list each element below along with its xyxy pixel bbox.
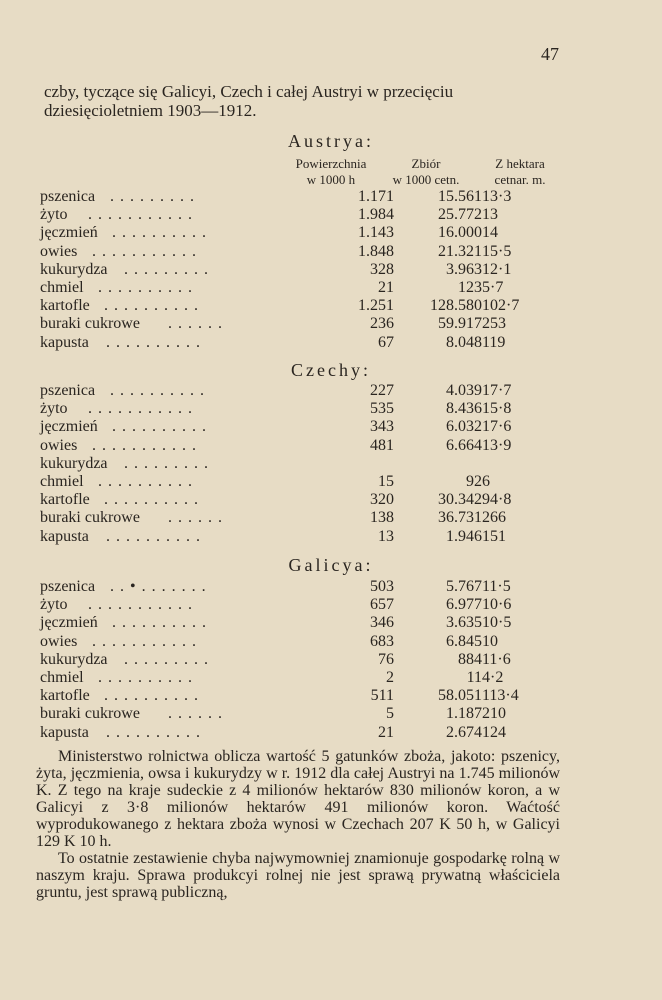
crop-name: jęczmień [40, 614, 98, 632]
yield-value: 12·1 [482, 260, 512, 278]
crop-value: 25.772 [438, 206, 482, 224]
yield-value: 10 [482, 632, 498, 650]
crop-name: kartofle [40, 297, 90, 315]
area-value: 67 [378, 333, 394, 351]
yield-value: 119 [482, 333, 506, 351]
dot-leader: . . . . . . . . . . [106, 527, 201, 545]
yield-value: 15·5 [482, 242, 512, 260]
dot-leader: . . . . . . . . . . [112, 224, 207, 242]
crop-name: kukurydza [40, 260, 108, 278]
dot-leader: . . . . . . . . . [124, 454, 209, 472]
dot-leader: . . . . . . . . . . [112, 614, 207, 632]
table-row [40, 206, 600, 224]
crop-value: 123 [458, 279, 482, 296]
crop-value: 92 [466, 473, 482, 490]
column-header-crop [380, 156, 472, 188]
crop-name: jęczmień [40, 224, 98, 242]
table-row [40, 473, 600, 491]
table-row [40, 687, 600, 705]
yield-value: 4·2 [482, 669, 504, 686]
yield-value: 10·5 [482, 614, 512, 632]
crop-value: 884 [458, 650, 482, 668]
crop-name: kapusta [40, 333, 89, 351]
dot-leader: . . . . . . . . . [110, 188, 195, 205]
yield-value: 210 [482, 705, 506, 723]
crop-value: 2.674 [446, 723, 482, 741]
crop-name: pszenica [40, 188, 96, 205]
yield-value: 10·6 [482, 596, 512, 614]
area-value: 13 [378, 527, 394, 545]
crop-name: kapusta [40, 723, 89, 741]
area-value: 2 [386, 669, 394, 686]
dot-leader: . . . . . . [168, 705, 223, 723]
crop-name: owies [40, 632, 78, 650]
area-value: 683 [370, 632, 394, 650]
crop-name: kukurydza [40, 454, 108, 472]
dot-leader: . . . . . . . . . . [104, 687, 199, 705]
area-value: 227 [370, 382, 394, 399]
column-header-crop-line2: w 1000 cetn. [392, 172, 460, 187]
crop-name: owies [40, 242, 78, 260]
area-value: 1.171 [358, 188, 394, 205]
dot-leader: . . . . . . . . . . [106, 723, 201, 741]
table-row [40, 651, 600, 669]
crop-value: 3.635 [446, 614, 482, 632]
yield-value: 102·7 [482, 297, 520, 315]
crop-name: żyto [40, 206, 68, 224]
crop-value: 59.917 [438, 315, 482, 333]
area-value: 21 [378, 723, 394, 741]
crop-value: 1.946 [446, 527, 482, 545]
dot-leader: . . • . . . . . . . [110, 578, 207, 595]
column-header-yield-line2: cetnar. m. [494, 172, 546, 187]
crop-value: 1.187 [446, 705, 482, 723]
table-row [40, 243, 600, 261]
column-header-area-line2: w 1000 h [306, 172, 356, 187]
yield-value: 13·3 [482, 188, 512, 205]
crop-value: 21.321 [438, 242, 482, 260]
table-row [40, 437, 600, 455]
crop-name: buraki cukrowe [40, 315, 140, 333]
yield-value: 13·9 [482, 436, 512, 454]
crop-name: chmiel [40, 473, 84, 490]
dot-leader: . . . . . . . . . . . [92, 242, 197, 260]
table-row [40, 491, 600, 509]
table-row [40, 614, 600, 632]
crop-value: 15.561 [438, 188, 482, 205]
dot-leader: . . . . . . . . . [124, 260, 209, 278]
table-row [40, 188, 600, 206]
intro-text: czby, tyczące się Galicyi, Czech i całej Austryi w przecięciu dziesięcioletniem 1903—1912. [44, 82, 454, 120]
table-row [40, 509, 600, 527]
crop-value: 30.342 [438, 491, 482, 509]
table-row [40, 669, 600, 687]
dot-leader: . . . . . . . . . . [98, 669, 193, 686]
crop-value: 3.963 [446, 260, 482, 278]
section-title-czechy: Czechy: [291, 360, 371, 380]
area-value: 1.848 [358, 242, 394, 260]
dot-leader: . . . . . . . . . . [98, 473, 193, 490]
dot-leader: . . . . . . . . . . [106, 333, 201, 351]
dot-leader: . . . . . . . . . . . [92, 436, 197, 454]
yield-value: 14 [482, 224, 498, 242]
crop-name: kukurydza [40, 650, 108, 668]
area-value: 346 [370, 614, 394, 632]
table-row [40, 315, 600, 333]
paragraph-2: To ostatnie zestawienie chyba najwymowniej znamionuje gospodarkę rolną w naszym kraju. Sprawa produkcyi rolnej nie jest sprawą prywatną właściciela gruntu, jest sprawą publiczną, [36, 850, 560, 901]
crop-name: buraki cukrowe [40, 705, 140, 723]
crop-value: 8.436 [446, 400, 482, 418]
table-row [40, 297, 600, 315]
dot-leader: . . . . . . . . . . [98, 279, 193, 296]
column-header-area [283, 156, 379, 188]
crop-value: 4.039 [446, 382, 482, 399]
crop-value: 36.731 [438, 509, 482, 527]
table-row [40, 455, 600, 473]
table-row [40, 279, 600, 297]
section-title-austrya: Austrya: [288, 131, 374, 151]
table-row [40, 382, 600, 400]
area-value: 343 [370, 418, 394, 436]
dot-leader: . . . . . . [168, 315, 223, 333]
crop-value: 6.032 [446, 418, 482, 436]
column-header-area-line1: Powierzchnia [295, 156, 367, 171]
crop-value: 5.767 [446, 578, 482, 595]
yield-value: 151 [482, 527, 506, 545]
yield-value: 113·4 [482, 687, 519, 705]
column-header-yield-line1: Z hektara [495, 156, 545, 171]
area-value: 236 [370, 315, 394, 333]
dot-leader: . . . . . . . . . . [104, 297, 199, 315]
yield-value: 124 [482, 723, 506, 741]
area-value: 511 [370, 687, 394, 705]
column-header-crop-line1: Zbiór [411, 156, 441, 171]
crop-value: 6.977 [446, 596, 482, 614]
crop-value: 6.664 [446, 436, 482, 454]
yield-value: 11·5 [482, 578, 511, 595]
yield-value: 253 [482, 315, 506, 333]
crop-name: pszenica [40, 578, 96, 595]
crop-name: kapusta [40, 527, 89, 545]
crop-name: żyto [40, 596, 68, 614]
area-value: 5 [386, 705, 394, 723]
yield-value: 17·7 [482, 382, 512, 399]
area-value: 535 [370, 400, 394, 418]
dot-leader: . . . . . . . . . . . [88, 400, 193, 418]
dot-leader: . . . . . . . . . [124, 650, 209, 668]
yield-value: 13 [482, 206, 498, 224]
crop-value: 6.845 [446, 632, 482, 650]
crop-name: chmiel [40, 669, 84, 686]
dot-leader: . . . . . . . . . . . [92, 632, 197, 650]
crop-value: 58.051 [438, 687, 482, 705]
yield-value: 15·8 [482, 400, 512, 418]
section-title-galicya: Galicya: [288, 555, 374, 575]
crop-name: jęczmień [40, 418, 98, 436]
crop-name: kartofle [40, 687, 90, 705]
yield-value: 6 [482, 473, 490, 490]
table-row [40, 261, 600, 279]
area-value: 481 [370, 436, 394, 454]
dot-leader: . . . . . . . . . . [110, 382, 205, 399]
crop-name: pszenica [40, 382, 96, 399]
crop-name: buraki cukrowe [40, 509, 140, 527]
crop-name: owies [40, 436, 78, 454]
area-value: 657 [370, 596, 394, 614]
crop-name: kartofle [40, 491, 90, 509]
table-row [40, 705, 600, 723]
dot-leader: . . . . . . [168, 509, 223, 527]
crop-value: 8.048 [446, 333, 482, 351]
table-row [40, 596, 600, 614]
yield-value: 11·6 [482, 650, 511, 668]
table-row [40, 633, 600, 651]
paragraph-1: Ministerstwo rolnictwa oblicza wartość 5 gatunków zboża, jakoto: pszenicy, żyta, jęczmienia, owsa i kukurydzy w r. 1912 dla całej Austryi na 1.745 milionów K. Z tego na kraje sudeckie z 4 milionów hektarów 830 milionów koron, a w Galicyi z 3·8 milionów hektarów 491 milionów koron. Waćtość wyprodukowanego z hektara zboża wynosi w Czechach 207 K 50 h, w Galicyi 129 K 10 h. [36, 748, 560, 850]
area-value: 21 [378, 279, 394, 296]
dot-leader: . . . . . . . . . . . [88, 206, 193, 224]
table-row [40, 418, 600, 436]
yield-value: 5·7 [482, 279, 504, 296]
area-value: 138 [370, 509, 394, 527]
body-text [36, 748, 560, 901]
area-value: 320 [370, 491, 394, 509]
dot-leader: . . . . . . . . . . . [88, 596, 193, 614]
table-row [40, 400, 600, 418]
area-value: 328 [370, 260, 394, 278]
yield-value: 94·8 [482, 491, 512, 509]
table-row [40, 224, 600, 242]
crop-value: 128.580 [430, 297, 482, 315]
dot-leader: . . . . . . . . . . [112, 418, 207, 436]
crop-name: żyto [40, 400, 68, 418]
area-value: 76 [378, 650, 394, 668]
crop-name: chmiel [40, 279, 84, 296]
yield-value: 266 [482, 509, 506, 527]
crop-value: 11 [466, 669, 482, 686]
area-value: 15 [378, 473, 394, 490]
page-number: 47 [541, 44, 559, 64]
area-value: 503 [370, 578, 394, 595]
table-row [40, 724, 600, 742]
dot-leader: . . . . . . . . . . [104, 491, 199, 509]
area-value: 1.143 [358, 224, 394, 242]
table-row [40, 528, 600, 546]
yield-value: 17·6 [482, 418, 512, 436]
area-value: 1.251 [358, 297, 394, 315]
table-row [40, 578, 600, 596]
column-header-yield [474, 156, 566, 188]
crop-value: 16.000 [438, 224, 482, 242]
area-value: 1.984 [358, 206, 394, 224]
table-row [40, 334, 600, 352]
